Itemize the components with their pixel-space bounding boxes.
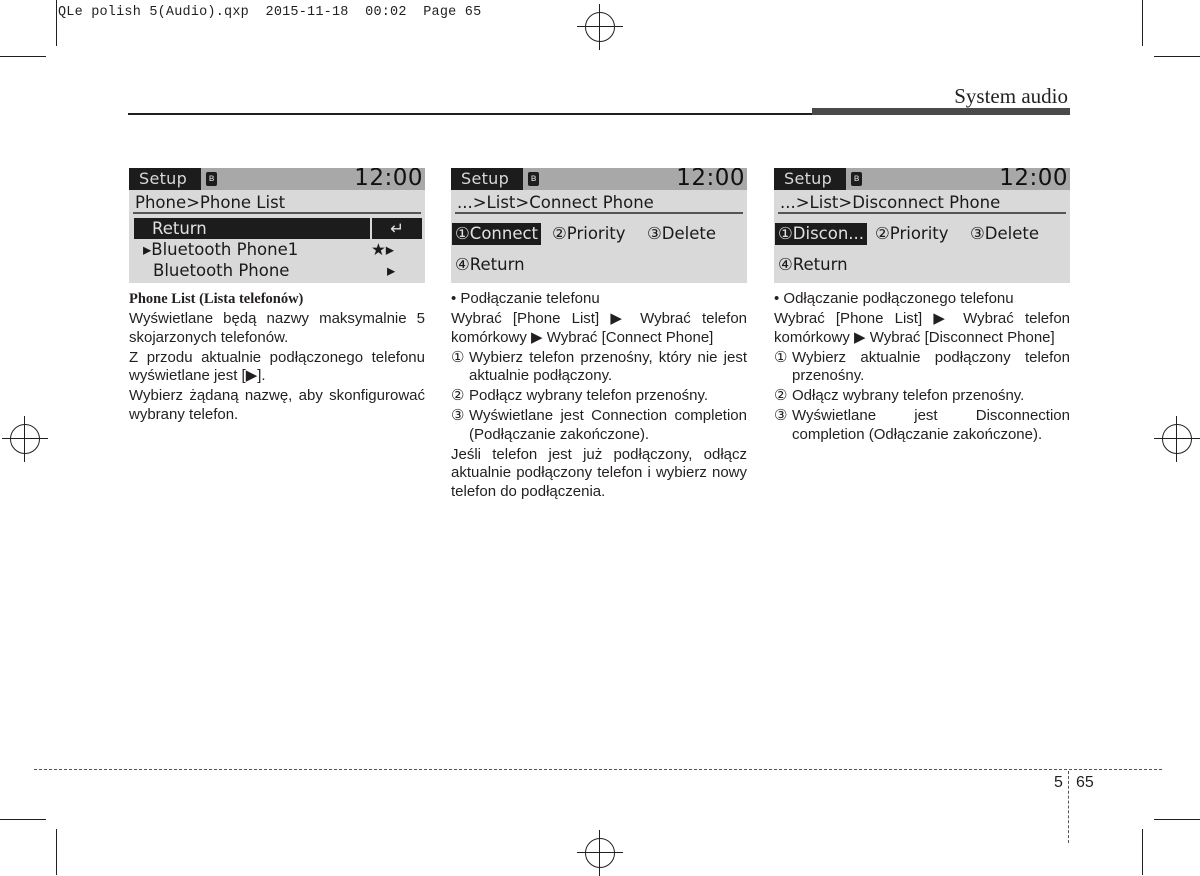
step-text: Wybierz telefon przenośny, który nie jest aktualnie podłączony. (469, 348, 747, 384)
list-item-bluetooth-phone1: ▸Bluetooth Phone1 (143, 240, 299, 259)
paragraph: Z przodu aktualnie podłączonego telefonu wyświetlane jest [▶]. (129, 348, 425, 384)
clock: 12:00 (676, 168, 745, 191)
crop-mark (1154, 56, 1200, 57)
crop-mark (56, 829, 57, 875)
clock: 12:00 (354, 168, 423, 191)
column-connect-phone (451, 290, 747, 503)
chevron-right-icon: ▸ (387, 261, 396, 280)
step-item (451, 407, 747, 444)
bluetooth-icon: ʙ (528, 172, 539, 186)
step-text: Wybierz aktualnie podłączony telefon przenośny. (792, 348, 1070, 384)
step-item (774, 407, 1070, 444)
screen-path: Phone>Phone List (133, 192, 421, 214)
option-delete: ③Delete (647, 224, 717, 243)
screen-path: ...>List>Connect Phone (455, 192, 743, 214)
menu-path: Wybrać [Phone List] ▶ Wybrać telefon komórkowy ▶ Wybrać [Connect Phone] (451, 310, 747, 346)
bullet-heading: • Odłączanie podłączonego telefonu (774, 290, 1014, 307)
crop-mark (56, 0, 57, 46)
paragraph: Wyświetlane będą nazwy maksymalnie 5 skojarzonych telefonów. (129, 310, 425, 346)
print-slug: QLe polish 5(Audio).qxp 2015-11-18 00:02 Page 65 (58, 5, 482, 20)
bullet-heading: • Podłączanie telefonu (451, 290, 600, 307)
registration-mark (585, 12, 615, 42)
setup-tab: Setup (451, 168, 523, 190)
bluetooth-icon: ʙ (851, 172, 862, 186)
section-title: System audio (954, 84, 1068, 108)
option-priority: ②Priority (875, 224, 949, 243)
page-number: 65 (1076, 774, 1094, 791)
lcd-screen-disconnect-phone (774, 168, 1070, 283)
header-rule-thick (812, 108, 1070, 115)
option-connect: ①Connect (452, 223, 541, 245)
star-icon: ★▸ (371, 240, 395, 259)
column-disconnect-phone (774, 290, 1070, 446)
clock: 12:00 (999, 168, 1068, 191)
step-item (451, 387, 747, 406)
menu-path: Wybrać [Phone List] ▶ Wybrać telefon komórkowy ▶ Wybrać [Disconnect Phone] (774, 310, 1070, 346)
step-item (774, 349, 1070, 386)
list-item-bluetooth-phone: Bluetooth Phone (153, 261, 290, 280)
step-number: ① (451, 348, 465, 366)
step-number: ② (774, 387, 788, 404)
step-number: ② (451, 387, 465, 404)
crop-mark (0, 56, 46, 57)
registration-mark (585, 838, 615, 868)
lcd-screen-phone-list (129, 168, 425, 283)
column-phone-list (129, 290, 425, 426)
setup-tab: Setup (129, 168, 201, 190)
heading-phone-list: Phone List (Lista telefonów) (129, 291, 304, 307)
note: Jeśli telefon jest już podłączony, odłącz aktualnie podłączony telefon i wybierz nowy telefon do podłączenia. (451, 445, 747, 500)
step-text: Wyświetlane jest Connection completion (Podłączanie zakończone). (469, 407, 747, 443)
registration-mark (1162, 424, 1192, 454)
option-priority: ②Priority (552, 224, 626, 243)
option-delete: ③Delete (970, 224, 1040, 243)
chapter-number: 5 (1054, 774, 1063, 791)
option-return: ④Return (455, 255, 525, 274)
step-item (451, 349, 747, 386)
bluetooth-icon: ʙ (206, 172, 217, 186)
crop-mark (1142, 0, 1143, 46)
step-text: Odłącz wybrany telefon przenośny. (792, 387, 1025, 404)
return-icon: ↵ (372, 218, 422, 239)
step-number: ③ (774, 407, 788, 424)
crop-mark (1154, 819, 1200, 820)
step-text: Podłącz wybrany telefon przenośny. (469, 387, 709, 404)
registration-mark (10, 424, 40, 454)
crop-mark (1142, 829, 1143, 875)
step-number: ① (774, 348, 788, 366)
header-rule (128, 113, 814, 115)
step-number: ③ (451, 407, 465, 424)
option-disconnect: ①Discon... (775, 223, 867, 245)
lcd-screen-connect-phone (451, 168, 747, 283)
crop-mark (0, 819, 46, 820)
page-number-divider (1068, 771, 1069, 843)
step-item (774, 387, 1070, 406)
footer-divider (34, 769, 1162, 770)
list-item-return: Return (134, 218, 370, 239)
step-text: Wyświetlane jest Disconnection completion (Odłączanie zakończone). (792, 407, 1070, 443)
setup-tab: Setup (774, 168, 846, 190)
paragraph: Wybierz żądaną nazwę, aby skonfigurować wybrany telefon. (129, 387, 425, 423)
option-return: ④Return (778, 255, 848, 274)
screen-path: ...>List>Disconnect Phone (778, 192, 1066, 214)
